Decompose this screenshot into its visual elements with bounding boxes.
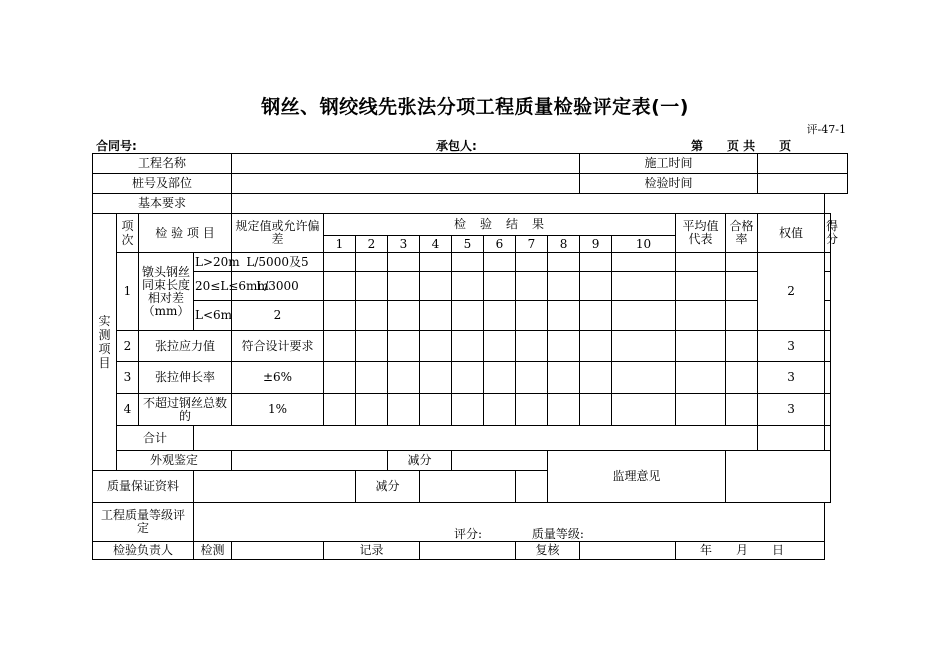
result-number: 10 bbox=[612, 236, 676, 253]
quality-docs-deduction-label: 减分 bbox=[356, 471, 420, 503]
item-3-no: 3 bbox=[117, 362, 139, 394]
results-header: 检 验 结 果 bbox=[324, 214, 676, 236]
item-2-name: 张拉应力值 bbox=[139, 331, 232, 362]
quality-grade-eval-value[interactable] bbox=[194, 503, 825, 542]
result-number: 7 bbox=[516, 236, 548, 253]
quality-docs-deduction-value[interactable] bbox=[420, 471, 516, 503]
item-3-average[interactable] bbox=[676, 362, 726, 394]
total-score[interactable] bbox=[825, 426, 831, 451]
item-4-value: 1% bbox=[232, 394, 324, 426]
review-label: 复核 bbox=[516, 542, 580, 560]
inspector-label: 检验负责人 bbox=[93, 542, 194, 560]
contractor-label: 承包人: bbox=[436, 139, 477, 153]
item-1-no: 1 bbox=[117, 253, 139, 331]
item-4-weight: 3 bbox=[758, 394, 825, 426]
basic-requirements-value[interactable] bbox=[232, 194, 825, 214]
item-1a-condition: L>20m bbox=[194, 253, 232, 272]
testing-label: 检测 bbox=[194, 542, 232, 560]
supervision-label: 监理意见 bbox=[548, 451, 726, 503]
quality-evaluation-table bbox=[92, 153, 848, 560]
quality-docs-value[interactable] bbox=[194, 471, 356, 503]
item-1a-average[interactable] bbox=[676, 253, 726, 272]
basic-requirements-label: 基本要求 bbox=[93, 194, 232, 214]
inspection-time-label: 检验时间 bbox=[580, 174, 758, 194]
item-1b-score[interactable] bbox=[825, 272, 831, 301]
item-3-value: ±6% bbox=[232, 362, 324, 394]
form-title: 钢丝、钢绞线先张法分项工程质量检验评定表(一) bbox=[261, 96, 689, 118]
item-3-name: 张拉伸长率 bbox=[139, 362, 232, 394]
review-value[interactable] bbox=[580, 542, 676, 560]
item-2-weight: 3 bbox=[758, 331, 825, 362]
weight-header: 权值 bbox=[758, 214, 825, 253]
record-label: 记录 bbox=[324, 542, 420, 560]
testing-value[interactable] bbox=[232, 542, 324, 560]
supervision-opinion[interactable] bbox=[726, 451, 831, 503]
item-4-name: 不超过钢丝总数的 bbox=[139, 394, 232, 426]
item-3-weight: 3 bbox=[758, 362, 825, 394]
item-1b-value: L/3000 bbox=[232, 272, 324, 301]
item-4-pass-rate[interactable] bbox=[726, 394, 758, 426]
inspection-item-header: 检 验 项 目 bbox=[139, 214, 232, 253]
quality-docs-label: 质量保证资料 bbox=[93, 471, 194, 503]
item-1c-score[interactable] bbox=[825, 301, 831, 331]
contract-number-label: 合同号: bbox=[96, 139, 137, 153]
item-2-value: 符合设计要求 bbox=[232, 331, 324, 362]
page-count-label: 第 页 共 页 bbox=[691, 139, 792, 153]
item-1c-pass-rate[interactable] bbox=[726, 301, 758, 331]
item-2-score[interactable] bbox=[825, 331, 831, 362]
item-1a-pass-rate[interactable] bbox=[726, 253, 758, 272]
construction-time-label: 施工时间 bbox=[580, 154, 758, 174]
inspection-time-value[interactable] bbox=[758, 174, 848, 194]
result-number: 4 bbox=[420, 236, 452, 253]
item-no-header: 项次 bbox=[117, 214, 139, 253]
result-number: 3 bbox=[388, 236, 420, 253]
item-2-average[interactable] bbox=[676, 331, 726, 362]
measured-items-label: 实测项目 bbox=[93, 214, 117, 471]
project-name-label: 工程名称 bbox=[93, 154, 232, 174]
total-label: 合计 bbox=[117, 426, 194, 451]
record-value[interactable] bbox=[420, 542, 516, 560]
item-1a-value: L/5000及5 bbox=[232, 253, 324, 272]
item-1b-average[interactable] bbox=[676, 272, 726, 301]
item-1c-value: 2 bbox=[232, 301, 324, 331]
item-4-average[interactable] bbox=[676, 394, 726, 426]
station-part-value[interactable] bbox=[232, 174, 580, 194]
result-number: 5 bbox=[452, 236, 484, 253]
item-1a-score[interactable] bbox=[825, 253, 831, 272]
item-3-score[interactable] bbox=[825, 362, 831, 394]
appearance-deduction-value[interactable] bbox=[452, 451, 548, 471]
item-2-pass-rate[interactable] bbox=[726, 331, 758, 362]
item-1b-pass-rate[interactable] bbox=[726, 272, 758, 301]
result-number: 9 bbox=[580, 236, 612, 253]
total-value[interactable] bbox=[194, 426, 758, 451]
result-number: 8 bbox=[548, 236, 580, 253]
item-1b-condition: 20≤L≤6mm bbox=[194, 272, 232, 301]
item-2-no: 2 bbox=[117, 331, 139, 362]
result-number: 1 bbox=[324, 236, 356, 253]
pass-rate-header: 合格率 bbox=[726, 214, 758, 253]
appearance-deduction-label: 减分 bbox=[388, 451, 452, 471]
grade-label: 质量等级: bbox=[531, 527, 584, 541]
item-1-weight: 2 bbox=[758, 253, 825, 331]
quality-grade-eval-label: 工程质量等级评定 bbox=[93, 503, 194, 542]
item-4-score[interactable] bbox=[825, 394, 831, 426]
result-number: 2 bbox=[356, 236, 388, 253]
score-header: 得分 bbox=[825, 214, 831, 253]
allowed-deviation-header: 规定值或允许偏差 bbox=[232, 214, 324, 253]
item-3-pass-rate[interactable] bbox=[726, 362, 758, 394]
station-part-label: 桩号及部位 bbox=[93, 174, 232, 194]
item-1c-average[interactable] bbox=[676, 301, 726, 331]
item-4-no: 4 bbox=[117, 394, 139, 426]
average-header: 平均值代表 bbox=[676, 214, 726, 253]
item-1c-condition: L<6m bbox=[194, 301, 232, 331]
construction-time-value[interactable] bbox=[758, 154, 848, 174]
result-number: 6 bbox=[484, 236, 516, 253]
form-code: 评-47-1 bbox=[806, 123, 846, 136]
total-weight[interactable] bbox=[758, 426, 825, 451]
appearance-value[interactable] bbox=[232, 451, 388, 471]
score-label: 评分: bbox=[454, 527, 483, 541]
date-label: 年 月 日 bbox=[676, 542, 825, 560]
appearance-label: 外观鉴定 bbox=[117, 451, 232, 471]
item-1-name: 镦头钢丝同束长度相对差（mm） bbox=[139, 253, 194, 331]
project-name-value[interactable] bbox=[232, 154, 580, 174]
